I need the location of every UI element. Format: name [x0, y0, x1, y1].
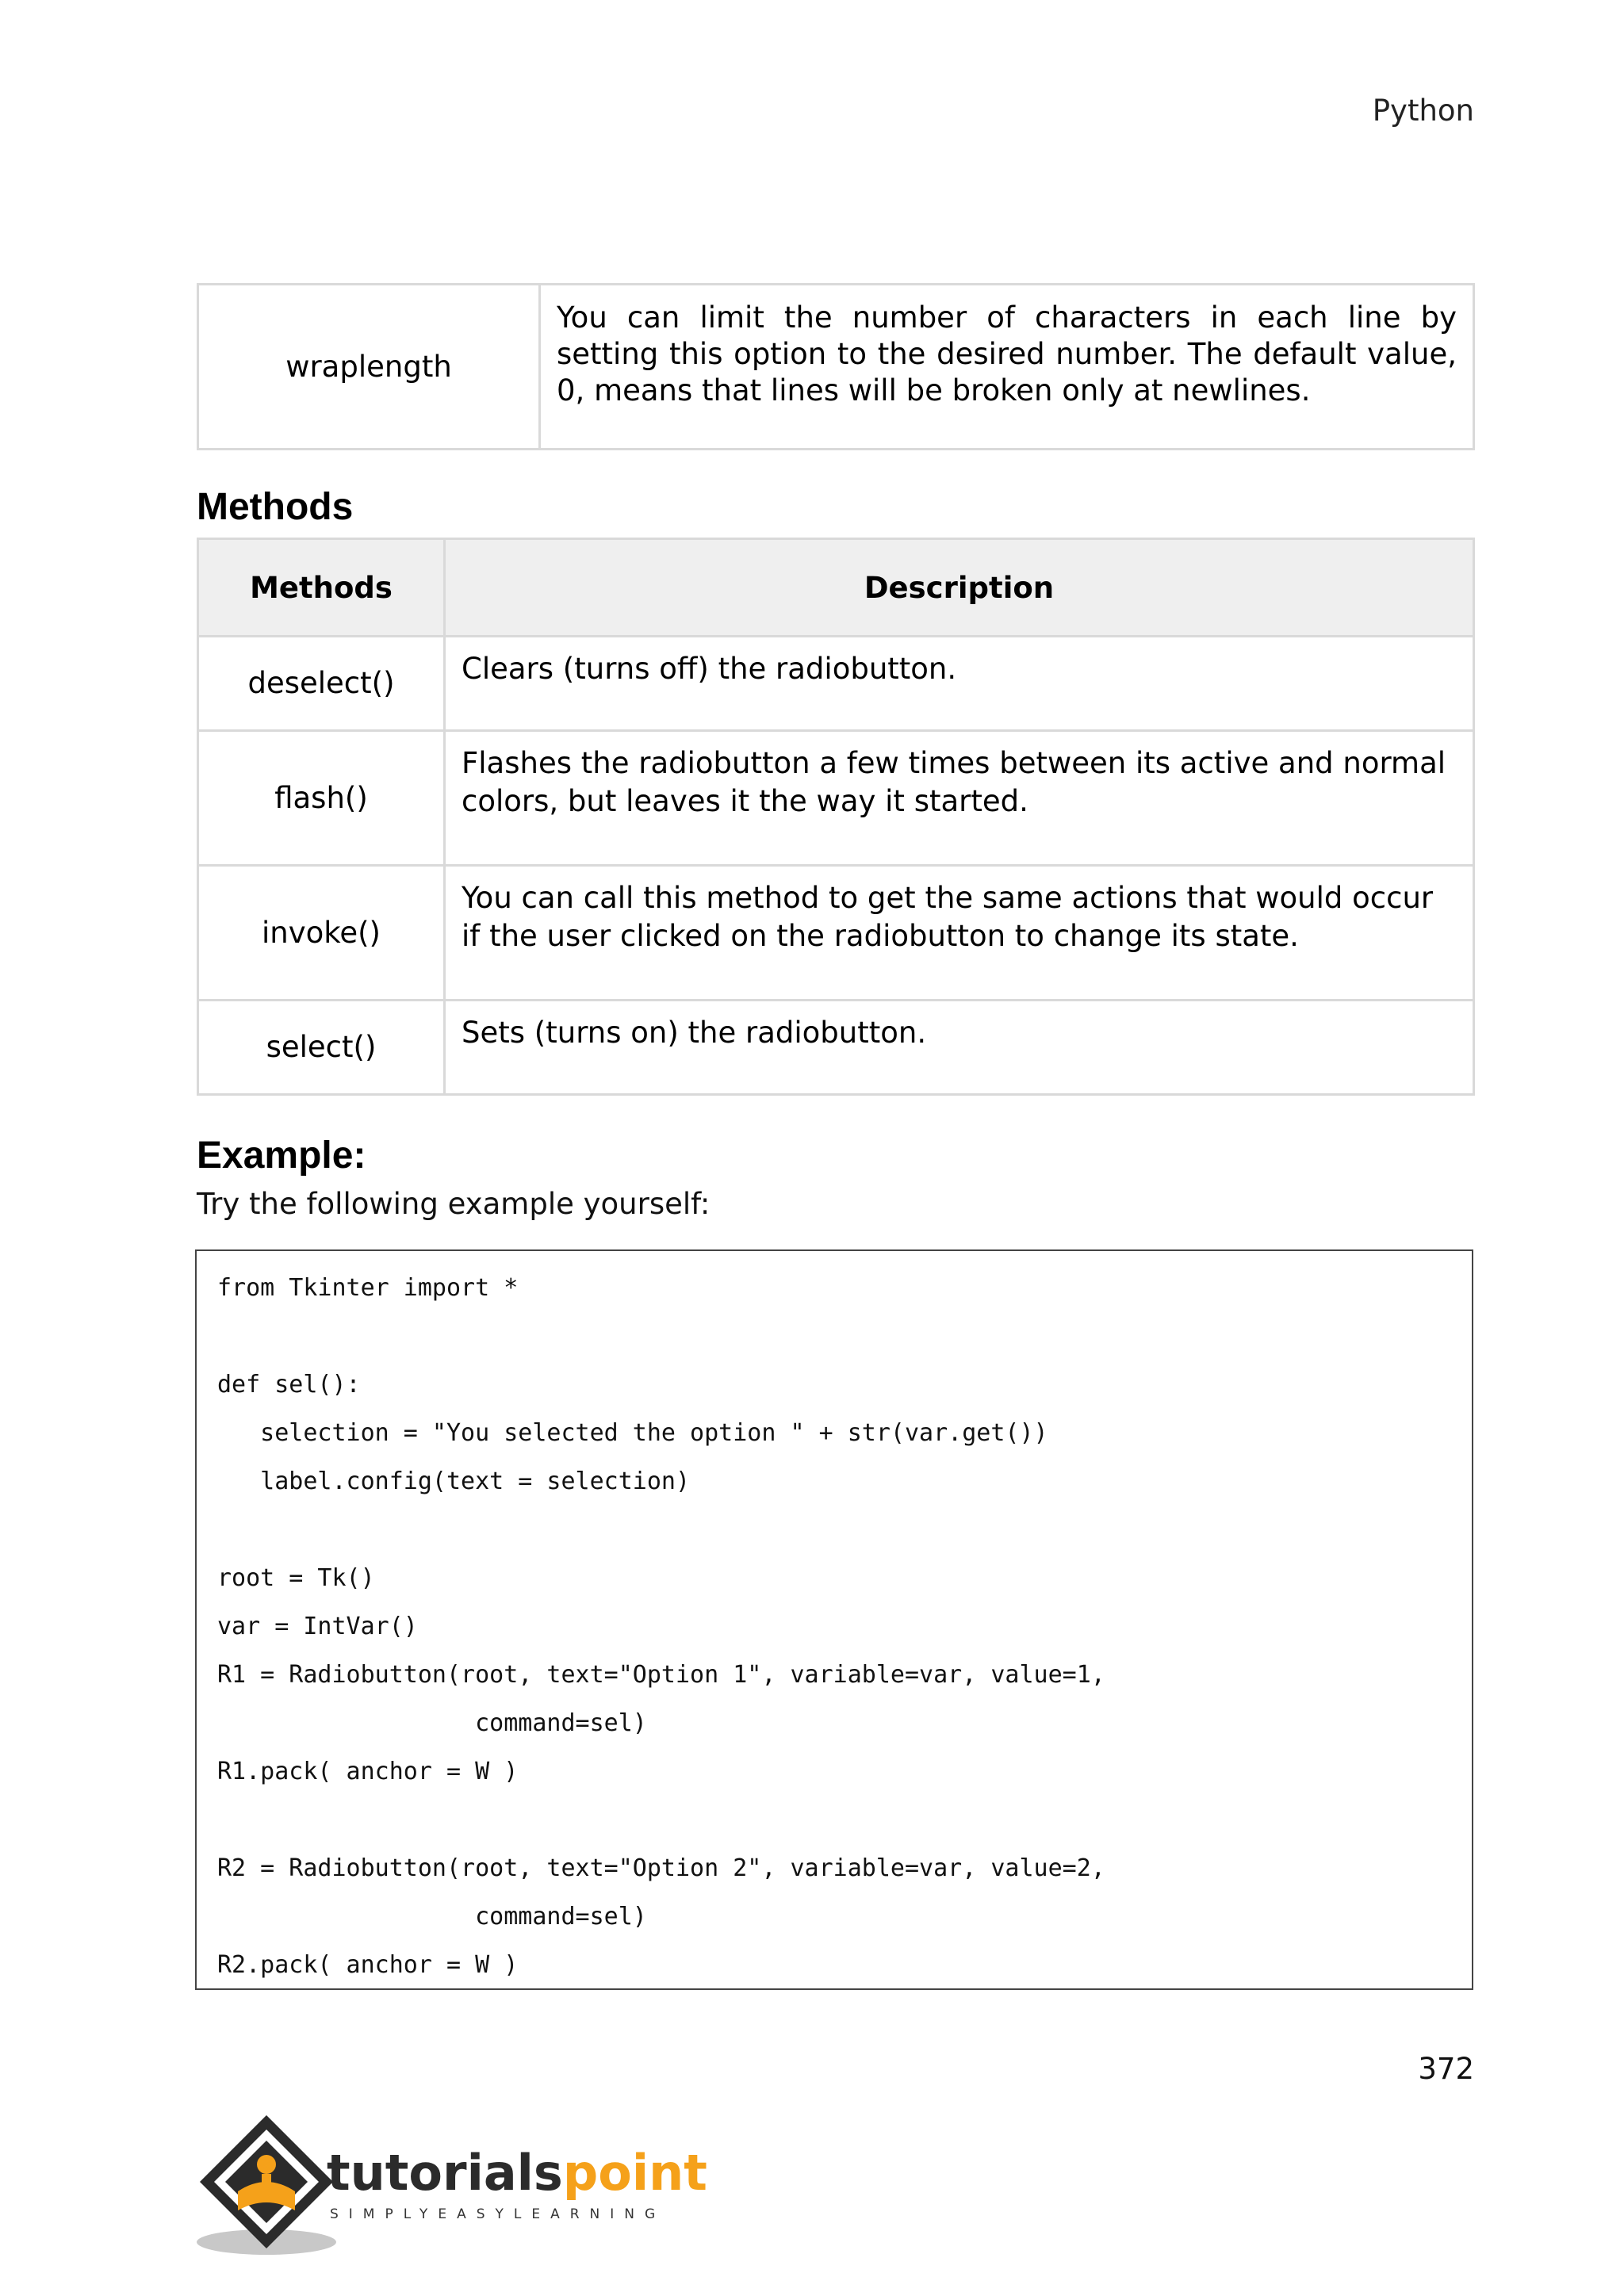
- method-description: Sets (turns on) the radiobutton.: [445, 1001, 1474, 1095]
- method-description: You can call this method to get the same actions that would occur if the user clicked on the radiobutton to change its state.: [445, 866, 1474, 1001]
- method-name: select(): [198, 1001, 445, 1095]
- tutorialspoint-logo: [193, 2109, 707, 2260]
- example-intro: Try the following example yourself:: [197, 1187, 710, 1221]
- code-text: from Tkinter import * def sel(): selection = "You selected the option " + str(var.get()) label.config(text = selection) root = Tk() var = IntVar() R1 = Radiobutton(root, text="Option 1", variable=var, value=1, command=sel) R1.pack( anchor = W ) R2 = Radiobutton(root, text="Option 2", variable=var, value=2, command=sel) R2.pack( anchor = W ): [217, 1274, 1105, 1979]
- methods-table: [197, 538, 1475, 1096]
- column-header-description: Description: [445, 539, 1474, 637]
- method-description: Flashes the radiobutton a few times between its active and normal colors, but leaves it the way it started.: [445, 731, 1474, 866]
- table-row: [198, 1001, 1474, 1095]
- logo-tagline: SIMPLYEASYLEARNING: [330, 2206, 666, 2222]
- methods-heading: Methods: [197, 486, 354, 528]
- method-description: Clears (turns off) the radiobutton.: [445, 637, 1474, 731]
- method-name: deselect(): [198, 637, 445, 731]
- logo-wordmark: tutorialspoint: [327, 2144, 707, 2202]
- table-row: [198, 866, 1474, 1001]
- method-name: flash(): [198, 731, 445, 866]
- method-name: invoke(): [198, 866, 445, 1001]
- table-row: [198, 637, 1474, 731]
- attribute-description: You can limit the number of characters in each line by setting this option to the desired number. The default value, 0, means that lines will be broken only at newlines.: [540, 285, 1474, 450]
- table-row: [198, 285, 1474, 450]
- attribute-name: wraplength: [198, 285, 540, 450]
- table-header-row: [198, 539, 1474, 637]
- attribute-table: [197, 283, 1475, 450]
- code-block: [195, 1249, 1473, 1990]
- column-header-methods: Methods: [198, 539, 445, 637]
- example-heading: Example:: [197, 1135, 366, 1177]
- running-header: Python: [1372, 94, 1474, 128]
- table-row: [198, 731, 1474, 866]
- page-number: 372: [1418, 2052, 1474, 2086]
